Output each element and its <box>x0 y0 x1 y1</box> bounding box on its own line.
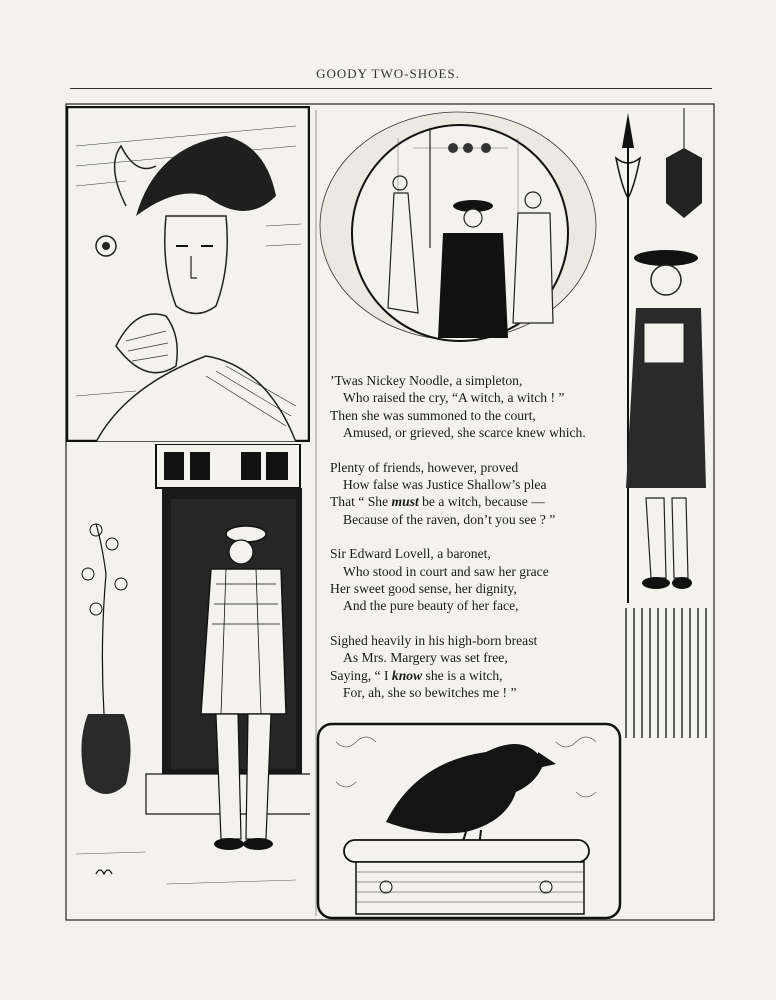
illustration-raven <box>316 722 622 920</box>
wall-panel <box>620 608 712 738</box>
poem-line: Sir Edward Lovell, a baronet, <box>330 546 491 562</box>
poem-line: Because of the raven, don’t you see ? ” <box>343 511 556 527</box>
illustration-halberdier <box>606 108 716 608</box>
poem-line <box>330 667 610 684</box>
poem-line-pre: Saying, “ I <box>330 667 392 683</box>
poem-line: Plenty of friends, however, proved <box>330 459 519 475</box>
running-title: GOODY TWO-SHOES. <box>316 66 460 81</box>
illustration-nickey-noodle <box>66 106 310 442</box>
poem-line: ’Twas Nickey Noodle, a simpleton, <box>330 373 523 388</box>
stanza-2 <box>330 459 610 529</box>
poem-line: For, ah, she so bewitches me ! ” <box>343 685 517 701</box>
header-rule <box>70 88 712 89</box>
emphasis-know: know <box>391 667 423 683</box>
stanza-1 <box>330 372 610 442</box>
poem-line-post: she is a witch, <box>422 667 503 683</box>
illustration-baronet-doorway <box>66 444 310 920</box>
poem <box>330 372 610 719</box>
poem-line-pre: That “ She <box>330 494 392 510</box>
poem-line: Then she was summoned to the court, <box>330 407 536 423</box>
stanza-3 <box>330 545 610 615</box>
poem-line: Her sweet good sense, her dignity, <box>330 581 517 597</box>
illustration-court-scene <box>318 108 602 354</box>
poem-line <box>330 493 610 510</box>
emphasis-must: must <box>391 494 419 510</box>
poem-line: Who raised the cry, “A witch, a witch ! ” <box>343 390 565 406</box>
poem-line: And the pure beauty of her face, <box>343 598 519 614</box>
poem-line-post: be a witch, because — <box>418 494 545 510</box>
poem-line: Sighed heavily in his high-born breast <box>330 632 538 648</box>
poem-line: Who stood in court and saw her grace <box>343 563 549 579</box>
poem-line: Amused, or grieved, she scarce knew which. <box>343 425 586 441</box>
poem-line: How false was Justice Shallow’s plea <box>343 477 547 493</box>
poem-line: As Mrs. Margery was set free, <box>343 650 508 666</box>
stanza-4 <box>330 632 610 702</box>
